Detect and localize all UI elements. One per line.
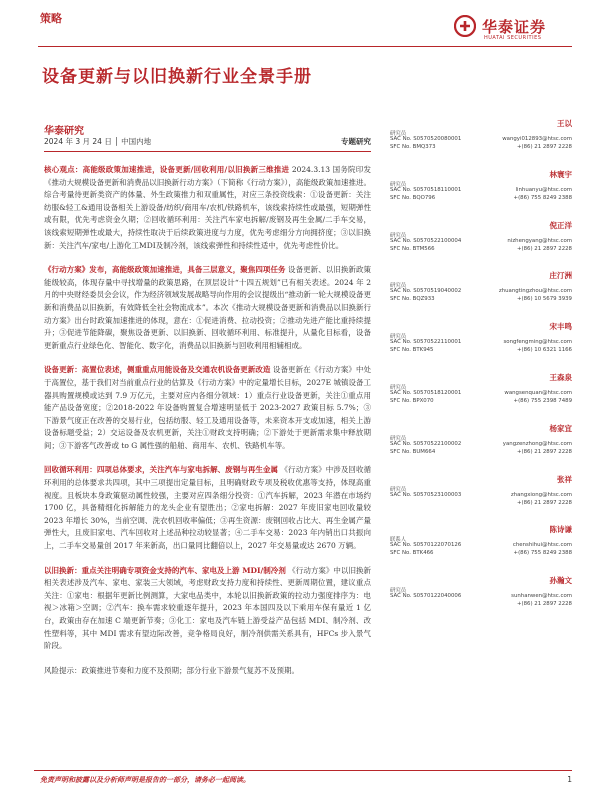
logo-en-text: HUATAI SECURITIES — [484, 35, 542, 41]
analyst-phone: +(86) 755 2398 7489 — [513, 397, 572, 404]
analyst-phone: +(86) 755 8249 2388 — [513, 550, 572, 557]
page-footer — [34, 770, 572, 786]
section-body: 2024.3.13 国务院印发《推动大规模设备更新和消费品以旧换新行动方案》（下简称《行动方案》），高能级政策加速推进。综合考量待更新类资产的体量、外生政策推力和双重属性，对应三条投资线索：①设备更新：关注纺服&轻工&通用设备相关上游设备/纺织/商用车/农机/铁路机车，该线索持续性或最强，短期弹性或有限，优先考虑资金久期；②回收循环利用：关注汽车家电拆解/废钢及再生金属/二手车交易，该线索短期弹性或最大，持续性取决于后续政策进度与力度，优先考虑细分方向拥挤度；③以旧换新：关注汽车/家电/上游化工MDI及制冷剂，该线索弹性和持续性适中，优先考虑性价比。 — [44, 165, 371, 250]
analyst-email[interactable]: yangzenzhong@htsc.com — [502, 440, 572, 447]
analyst-name: 孙瀚文 — [549, 576, 572, 586]
analyst-card — [390, 321, 572, 372]
analyst-card — [390, 474, 572, 525]
analyst-email[interactable]: zhangxiong@htsc.com — [510, 491, 572, 498]
section-body: 《行动方案》中以旧换新相关表述涉及汽车、家电、家装三大领域，考虑财政支持力度和持续性、更新周期位置，建议重点关注：①家电：根据年更新比例测算，大家电品类中，本轮以旧换新政策的拉动力强度排序为：电视＞冰箱＞空调；②汽车：换车需求较重逐年提升，2023 年本国四及以下乘用车保有量近 1 亿台，政策由存在加速 C 端更新节奏；③化工：家电及汽车链上游受益产品包括 MDI、制冷剂、改性塑料等，其中 MDI 需求有望边际改善，竞争格局良好，制冷剂供需关系具有，HFCs 步入景气阶段。 — [44, 565, 372, 651]
analyst-card — [390, 220, 572, 271]
analyst-sfc: SFC No. BQZ933 — [390, 296, 435, 303]
analyst-phone: +(86) 10 5679 3939 — [516, 296, 572, 303]
analyst-name: 倪正洋 — [549, 220, 572, 230]
analyst-card — [390, 118, 572, 169]
analyst-role: 研究员 — [390, 384, 407, 391]
analyst-sac: SAC No. S0570523100003 — [390, 491, 462, 498]
analyst-sac: SAC No. S0570519040002 — [390, 288, 462, 295]
analyst-card — [390, 524, 572, 575]
section-body: 设备更新、以旧换新政策能级较高，体现存量中寻找增量的政策思路，在顶层设计“十四五规划”已有相关表述。2024 年 2 月的中央财经委员会会议，作为经济领域发展战略导向作用的会议提级出“推动新一轮大规模设备更新和消费品以旧换新，有效降低全社会物流成本”。本次《推动大规模设备更新和消费品以旧换新行动方案》出台时政策加速推进的体现，意在：①促进消费、拉动投资；②推动先进产能比重持续提升；③促进节能降碳，聚焦设备更新、以旧换新、回收循环利用、标准提升，从量化目标看，设备更新重点行业绿色化、智能化、数字化，消费品以旧换新与回收利用相辅相成。 — [44, 265, 372, 350]
section-core-view — [44, 164, 371, 252]
analyst-email[interactable]: nizhengyang@htsc.com — [507, 237, 572, 244]
section-heading: 回收循环利用：四项总体要求，关注汽车与家电拆解、废钢与再生金属 — [44, 465, 279, 475]
analyst-sac: SAC No. S0570518110001 — [390, 186, 462, 193]
report-type: 专题研究 — [341, 137, 371, 146]
report-date: 2024 年 3 月 24 日 │ 中国内地 — [44, 137, 152, 146]
analyst-role: 研究员 — [390, 588, 407, 595]
page-number: 1 — [567, 775, 572, 784]
analyst-role: 研究员 — [390, 181, 407, 188]
analyst-card — [390, 169, 572, 220]
section-equipment-update — [44, 364, 371, 452]
analyst-phone: +(86) 21 2897 2228 — [516, 499, 572, 506]
analyst-name: 林寰宇 — [549, 169, 572, 179]
analyst-sfc: SFC No. BMQ373 — [390, 144, 436, 150]
section-action-plan — [44, 264, 371, 352]
main-content — [44, 164, 371, 689]
analyst-email[interactable]: chenshihui@htsc.com — [512, 542, 572, 549]
analyst-sfc: SFC No. BTK945 — [390, 347, 434, 354]
risk-warning — [44, 665, 371, 678]
section-heading: 以旧换新：重点关注明确专项资金支持的汽车、家电及上游 MDI/制冷剂 — [44, 565, 286, 575]
analyst-role: 研究员 — [390, 334, 407, 341]
analyst-sac: SAC No. S0570518120001 — [390, 389, 462, 396]
analyst-phone: +(86) 21 2897 2228 — [516, 144, 572, 150]
analyst-name: 王以 — [557, 119, 572, 128]
analyst-sidebar — [390, 118, 572, 626]
analyst-phone: +(86) 21 2897 2228 — [516, 601, 572, 608]
analyst-sfc: SFC No. BPX070 — [390, 397, 434, 404]
report-title: 设备更新与以旧换新行业全景手册 — [42, 67, 312, 87]
date-line — [44, 136, 371, 152]
section-heading: 设备更新：高置位表述，侧重重点用能设备及交通农机设备更新改造 — [44, 365, 271, 375]
analyst-sfc: SFC No. BQO796 — [390, 194, 436, 201]
section-heading: 核心观点：高能级政策加速推进，设备更新/回收利用/以旧换新三维推进 — [44, 165, 290, 174]
research-org: 华泰研究 — [44, 126, 84, 137]
analyst-email[interactable]: sunhanwen@htsc.com — [511, 593, 572, 600]
analyst-sac: SAC No. S0570122070126 — [390, 542, 462, 549]
analyst-name: 庄汀洲 — [549, 271, 572, 281]
section-recycling — [44, 464, 371, 552]
analyst-name: 张祥 — [557, 474, 572, 484]
analyst-sac: SAC No. S0570522100002 — [390, 440, 462, 447]
analyst-sac: SAC No. S0570122040006 — [390, 593, 462, 600]
analyst-card — [390, 270, 572, 321]
analyst-card — [390, 372, 572, 423]
analyst-name: 宋丰鸣 — [549, 322, 572, 332]
analyst-sfc: SFC No. BTK466 — [390, 550, 434, 557]
analyst-role: 研究员 — [390, 232, 407, 239]
analyst-role: 研究员 — [390, 486, 407, 493]
analyst-sfc: SFC No. BTM566 — [390, 245, 435, 252]
analyst-card — [390, 423, 572, 474]
analyst-sfc: SFC No. BUM664 — [390, 448, 436, 455]
section-heading: 《行动方案》发布，高能级政策加速推进，具备三层意义，聚焦四项任务 — [44, 265, 286, 275]
analyst-email[interactable]: songfengming@htsc.com — [503, 339, 572, 346]
analyst-phone: +(86) 10 6321 1166 — [516, 347, 572, 354]
section-trade-in — [44, 565, 371, 653]
analyst-email[interactable]: wangyi012893@htsc.com — [502, 136, 572, 142]
header-divider — [38, 46, 572, 47]
analyst-role: 联系人 — [390, 537, 407, 544]
logo-cn-text: 华泰证券 — [482, 18, 547, 36]
analyst-phone: +(86) 755 8249 2388 — [513, 194, 572, 201]
analyst-sac: SAC No. S0570522110001 — [390, 339, 462, 346]
analyst-role: 研究员 — [390, 283, 407, 290]
risk-warning-text: 风险提示：政策推进节奏和力度不及预期；部分行业下游景气复苏不及预期。 — [44, 665, 299, 675]
section-body: 设备更新在《行动方案》中处于高置位，基于我们对当前重点行业的估算及《行动方案》中的定量增长目标，2027E 城镇设备工器具购置规模或达到 7.9 万亿元，主要对应内各细分领域：1）重点行业设备更新，关注①重点用能产品设备宽度；②2018-2022 年设备购置复合增速明显低于 2023-2027 政策目标 5.7%；③下游景气度正在改善的交易行业，包括纺服、轻工及通用设备等，未来资本开支或加速，相关上游设备标题受益；2）交运设备及农机更新，关注①财政支持明确；②下游处于更新需求集中释放期间；③下游客气改善或 to G 属性强的船舶、商用车、农机、铁路机车等。 — [44, 365, 372, 450]
analyst-phone: +(86) 21 2897 2228 — [516, 448, 572, 455]
analyst-email[interactable]: wangsenquan@htsc.com — [504, 389, 572, 396]
analyst-card — [390, 575, 572, 626]
analyst-name: 王森泉 — [549, 372, 572, 382]
disclaimer-note: 免责声明和披露以及分析师声明是报告的一部分，请务必一起阅读。 — [40, 775, 250, 784]
analyst-role: 研究员 — [390, 435, 407, 442]
analyst-email[interactable]: zhuangtingzhou@htsc.com — [498, 288, 572, 295]
analyst-sac: SAC No. S0570520080001 — [390, 136, 462, 142]
category-tag: 策略 — [40, 12, 62, 25]
analyst-phone: +(86) 21 2897 2228 — [516, 245, 572, 252]
analyst-name: 杨家宜 — [549, 423, 572, 433]
analyst-email[interactable]: linhuanyu@htsc.com — [515, 186, 572, 193]
analyst-role: 研究员 — [390, 131, 407, 137]
huatai-logo-icon — [454, 15, 476, 37]
section-body: 《行动方案》中涉及回收循环利用的总体要求共四项，其中三项提出定量目标，且明确财政专项及税收优惠等支持，体现高重视度。且板块本身政策驱动属性较强，主要对应四条细分投资：①汽车拆解，2023 年潜在市场约 1700 亿，具备精细化拆解能力的龙头企业有望胜出；②家电拆解：2027 年废旧家电回收量较 2023 年增长 30%，当前空调、洗衣机回收率偏低；③再生资源：废钢回收占比大、再生金属产量弹性大，且废旧家电、汽车回收对上述品种拉动较显著；④二手车交易：2023 年内销出口共振向上，二手车交易量创 2017 年来新高，出口量同比翻倍以上，2027 年交易量或达 2670 万辆。 — [44, 465, 372, 551]
analyst-sac: SAC No. S0570522100004 — [390, 237, 462, 244]
company-logo — [454, 14, 572, 44]
analyst-name: 陈诗谦 — [549, 525, 572, 535]
